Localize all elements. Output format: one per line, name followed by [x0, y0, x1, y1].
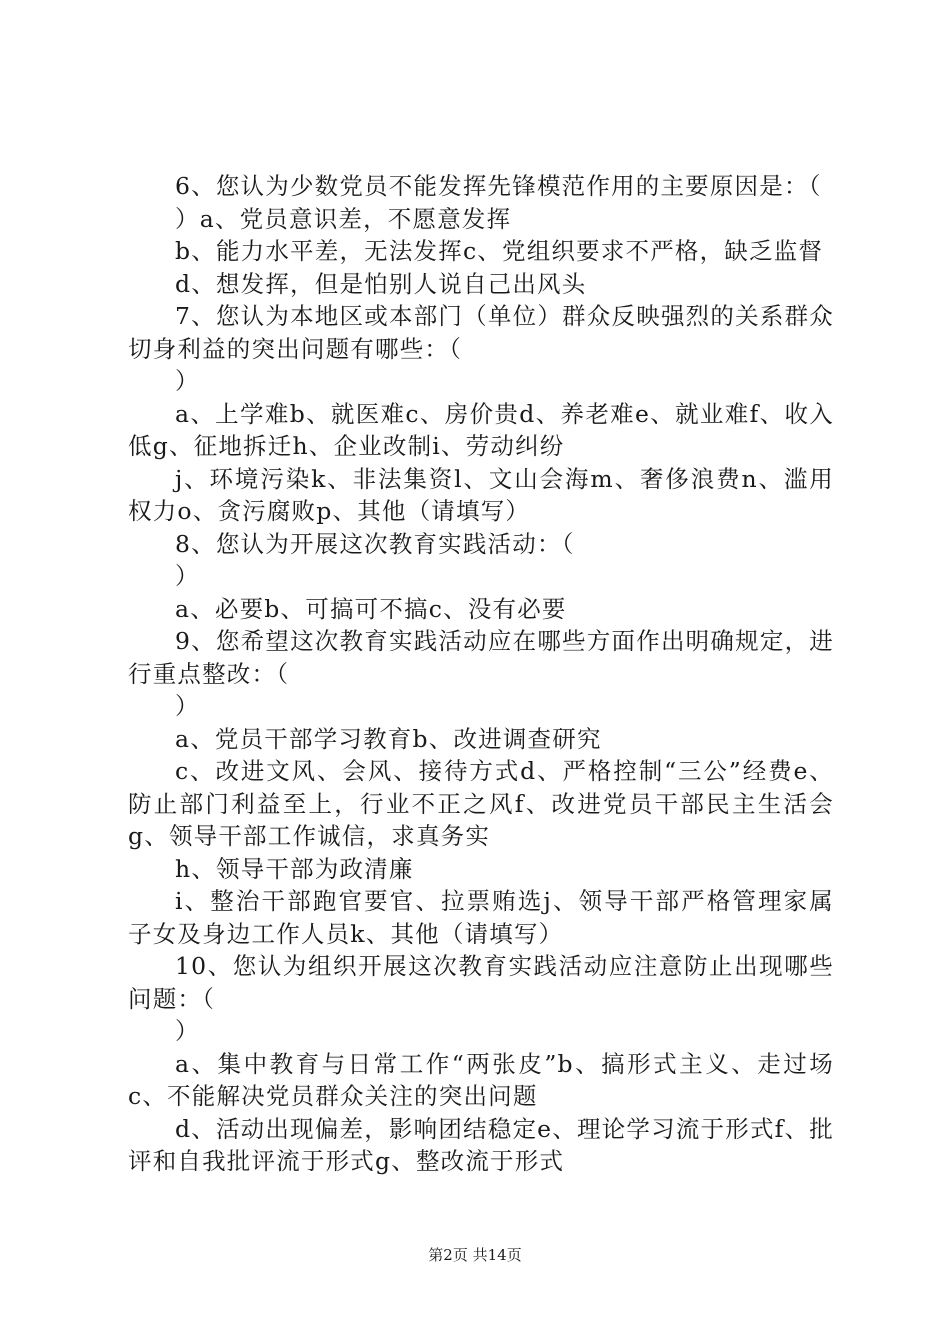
paragraph: a、党员干部学习教育b、改进调查研究 — [175, 724, 602, 753]
paragraph: ）a、党员意识差，不愿意发挥 — [175, 204, 512, 233]
paragraph: ） — [175, 367, 200, 395]
page-footer — [0, 1244, 950, 1265]
paragraph: c、改进文风、会风、接待方式d、严格控制“三公”经费e、防止部门利益至上，行业不正之风f、改进党员干部民主生活会g、领导干部工作诚信，求真务实 — [128, 757, 834, 850]
paragraph: 9、您希望这次教育实践活动应在哪些方面作出明确规定，进行重点整改：（ — [128, 627, 834, 688]
paragraph: a、必要b、可搞可不搞c、没有必要 — [175, 594, 567, 623]
paragraph: j、环境污染k、非法集资l、文山会海m、奢侈浪费n、滥用权力o、贪污腐败p、其他（请填写） — [128, 464, 834, 525]
paragraph: ） — [175, 1017, 200, 1045]
paragraph: 8、您认为开展这次教育实践活动：（ — [175, 529, 575, 558]
paragraph: i、整治干部跑官要官、拉票贿选j、领导干部严格管理家属子女及身边工作人员k、其他（请填写） — [128, 887, 834, 948]
paragraph: 7、您认为本地区或本部门（单位）群众反映强烈的关系群众切身利益的突出问题有哪些：（ — [128, 302, 834, 363]
paragraph: ） — [175, 692, 200, 720]
paragraph: b、能力水平差，无法发挥c、党组织要求不严格，缺乏监督 — [175, 237, 824, 265]
paragraph: ） — [175, 562, 200, 590]
paragraph: 6、您认为少数党员不能发挥先锋模范作用的主要原因是：（ — [175, 172, 822, 200]
paragraph: d、想发挥，但是怕别人说自己出风头 — [175, 269, 587, 298]
page-number: 第2页 共14页 — [428, 1246, 522, 1264]
paragraph: h、领导干部为政清廉 — [175, 854, 414, 883]
document-body — [128, 170, 834, 1178]
paragraph: a、集中教育与日常工作“两张皮”b、搞形式主义、走过场c、不能解决党员群众关注的突出问题 — [128, 1049, 834, 1110]
paragraph: a、上学难b、就医难c、房价贵d、养老难e、就业难f、收入低g、征地拆迁h、企业改制i、劳动纠纷 — [128, 399, 834, 460]
paragraph: 10、您认为组织开展这次教育实践活动应注意防止出现哪些问题：（ — [128, 952, 834, 1013]
paragraph: d、活动出现偏差，影响团结稳定e、理论学习流于形式f、批评和自我批评流于形式g、整改流于形式 — [128, 1114, 834, 1175]
